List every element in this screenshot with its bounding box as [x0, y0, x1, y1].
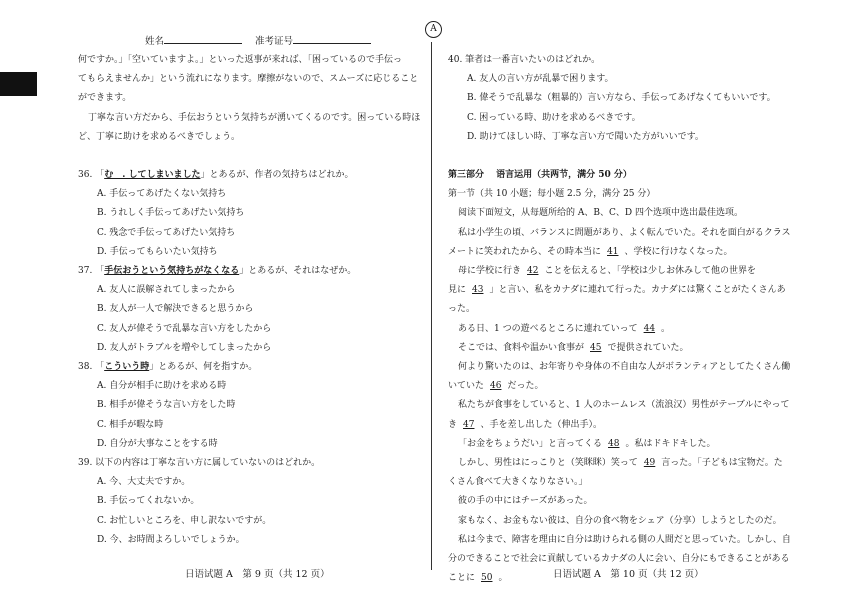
option-b: B. 偉そうで乱暴な（粗暴的）言い方なら、手伝ってあげなくてもいいです。 [467, 93, 776, 104]
underlined-phrase: こういう時 [104, 362, 150, 373]
passage-line [448, 512, 793, 531]
page-footer-left: 日语试题 A 第 9 页（共 12 页） [185, 569, 330, 580]
passage-line [448, 320, 793, 339]
passage-line [448, 358, 793, 377]
paper-version-mark: A [425, 21, 442, 38]
page-edge-tab [0, 72, 37, 96]
passage-text: き [448, 419, 458, 430]
option-a: A. 自分が相手に助けを求める時 [97, 381, 227, 392]
cloze-passage [448, 224, 793, 589]
passage-line: てもらえませんか」という流れになります。摩擦がないので、スムーズに応じること [78, 74, 419, 85]
option-b: B. 相手が偉そうな言い方をした時 [97, 400, 236, 411]
underlined-phrase: 手伝おうという気持ちがなくなる [104, 266, 240, 277]
option-b: B. 友人が一人で解決できると思うから [97, 304, 254, 315]
underlined-phrase: む . してしまいました [104, 170, 201, 181]
passage-line [448, 224, 793, 243]
option-a: A. 友人に誤解されてしまったから [97, 285, 236, 296]
question-40 [448, 51, 793, 147]
passage-text: 私は今まで、障害を理由に自分は助けられる側の人間だと思っていた。しかし、自 [458, 534, 791, 545]
passage-line [448, 531, 793, 550]
name-blank [164, 34, 242, 44]
section-one-title: 第一节（共 10 小题；每小题 2.5 分，满分 25 分） [448, 189, 656, 200]
passage-text: 。 [661, 323, 671, 334]
passage-line: 何ですか。」「空いていますよ。」といった返事が来れば、「困っているので手伝っ [78, 55, 403, 65]
question-stem: 38. 「こういう時」とあるが、何を指すか。 [78, 362, 258, 373]
passage-line [448, 473, 793, 492]
page-footer-right: 日语试题 A 第 10 页（共 12 页） [553, 569, 704, 580]
passage-text: くさん食べて大きくなりなさい。」 [448, 477, 588, 488]
passage-text: 分のできることで社会に貢献しているカナダの人に会い、自分にもできることがある [448, 554, 790, 565]
passage-text: 。 [498, 573, 508, 584]
question-36 [78, 166, 418, 262]
answer-blank: 43 [472, 285, 484, 296]
option-c: C. 友人が偉そうで乱暴な言い方をしたから [97, 323, 272, 334]
passage-text: 私は小学生の頃、バランスに問題があり、よく転んでいた。それを面白がるクラス [458, 227, 791, 238]
passage-text: 見に [448, 285, 467, 296]
passage-text: そこでは、食料や温かい食事が [458, 342, 585, 353]
passage-text: 母に学校に行き [458, 266, 522, 277]
passage-text: 何より驚いたのは、お年寄りや身体の不自由な人がボランティアとしてたくさん働 [458, 362, 791, 373]
option-d: D. 今、お時間よろしいでしょうか。 [97, 534, 245, 545]
passage-line: ができます。 [78, 93, 132, 104]
question-stem: 36. 「む . してしまいました」とあるが、作者の気持ちはどれか。 [78, 170, 354, 181]
option-b: B. うれしく手伝ってあげたい気持ち [97, 208, 245, 219]
passage-paragraph-1 [78, 51, 418, 109]
option-a: A. 友人の言い方が乱暴で困ります。 [467, 74, 614, 85]
passage-text: 、手を差し出した（伸出手）。 [480, 419, 602, 430]
passage-text: しかし、男性はにっこりと（笑眯眯）笑って [458, 458, 638, 469]
question-38 [78, 358, 418, 454]
passage-text: メートに笑われたから、その時本当に [448, 246, 602, 257]
passage-text: で提供されていた。 [607, 342, 689, 353]
passage-line [448, 396, 793, 415]
question-stem: 40. 筆者は一番言いたいのはどれか。 [448, 55, 601, 65]
answer-blank: 42 [527, 266, 539, 277]
passage-line: 丁寧な言い方だから、手伝おうという気持ちが湧いてくるのです。困っている時ほ [88, 112, 421, 123]
passage-text: 家もなく、お金もない彼は、自分の食べ物をシェア（分享）しようとしたのだ。 [458, 515, 782, 526]
right-column [448, 51, 793, 588]
option-c: C. 残念で手伝ってあげたい気持ち [97, 227, 236, 238]
option-c: C. 困っている時、助けを求めるべきです。 [467, 112, 641, 123]
answer-blank: 49 [643, 458, 656, 469]
passage-text: った。 [448, 304, 476, 315]
option-d: D. 友人がトラブルを増やしてしまったから [97, 342, 272, 353]
passage-line [448, 377, 793, 396]
answer-blank: 48 [608, 438, 620, 449]
passage-text: ことに [448, 573, 476, 584]
question-stem: 37. 「手伝おうという気持ちがなくなる」とあるが、それはなぜか。 [78, 266, 357, 277]
passage-text: だった。 [507, 381, 544, 392]
passage-line [448, 243, 793, 262]
answer-blank: 46 [490, 381, 502, 392]
answer-blank: 44 [643, 323, 656, 334]
option-c: C. 相手が暇な時 [97, 419, 164, 430]
passage-text: ある日、1 つの遊べるところに連れていって [458, 323, 638, 334]
passage-line: ど、丁寧に助けを求めるべきでしょう。 [78, 131, 241, 142]
passage-text: 彼の手の中にはチーズがあった。 [458, 496, 593, 507]
left-column [78, 51, 421, 550]
passage-text: ことを伝えると、「学校は少しお休みして他の世界を [544, 266, 756, 277]
option-d: D. 助けてほしい時、丁寧な言い方で聞いた方がいいです。 [467, 131, 704, 142]
name-label: 姓名 [145, 36, 165, 47]
passage-line [448, 339, 793, 358]
exam-id-label: 准考证号 [255, 36, 294, 47]
passage-text: 言った。「子どもは宝物だ。た [661, 458, 783, 469]
question-37 [78, 262, 418, 358]
question-stem: 39. 以下の内容は丁寧な言い方に属していないのはどれか。 [78, 458, 321, 469]
passage-line [448, 416, 793, 435]
instruction-text: 阅读下面短文，从每题所给的 A、B、C、D 四个选项中选出最佳选项。 [458, 208, 743, 219]
column-divider [431, 42, 432, 570]
passage-line [448, 492, 793, 511]
passage-line [448, 262, 793, 281]
passage-text: 私たちが食事をしていると、1 人のホームレス（流浪汉）男性がテーブルにやって [458, 400, 790, 411]
passage-paragraph-2 [78, 109, 421, 147]
passage-text: いていた [448, 381, 485, 392]
passage-text: 」と言い、私をカナダに連れて行った。カナダには驚くことがたくさんあ [489, 285, 786, 296]
part-three-title: 第三部分 语言运用（共两节，满分 50 分） [448, 170, 632, 181]
option-b: B. 手伝ってくれないか。 [97, 496, 200, 507]
answer-blank: 41 [607, 246, 619, 257]
passage-line [448, 281, 793, 300]
answer-blank: 47 [463, 419, 475, 430]
passage-text: 「お金をちょうだい」と言ってくる [458, 438, 603, 449]
answer-blank: 45 [590, 342, 602, 353]
option-a: A. 手伝ってあげたくない気持ち [97, 189, 227, 200]
option-d: D. 自分が大事なことをする時 [97, 438, 218, 449]
passage-line [448, 300, 793, 319]
passage-text: 、学校に行けなくなった。 [624, 246, 733, 257]
option-a: A. 今、大丈夫ですか。 [97, 477, 191, 488]
passage-line [448, 454, 793, 473]
answer-blank: 50 [481, 573, 493, 584]
question-39 [78, 454, 418, 550]
passage-text: 。私はドキドキした。 [625, 438, 716, 449]
exam-header [145, 33, 381, 47]
passage-line [448, 435, 793, 454]
option-d: D. 手伝ってもらいたい気持ち [97, 246, 218, 257]
exam-id-blank [293, 34, 371, 44]
option-c: C. お忙しいところを、申し訳ないですが。 [97, 515, 272, 526]
